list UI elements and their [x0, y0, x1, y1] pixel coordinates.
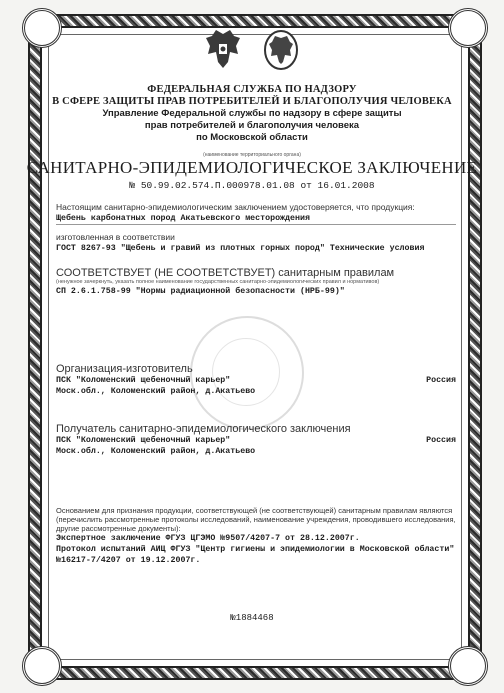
- recipient-field: [56, 424, 456, 457]
- conformity-hint: (ненужное зачеркнуть, указать полное наименование государственных санитарно-эпидемиологических правил и нормативов): [56, 279, 380, 285]
- document-title: САНИТАРНО-ЭПИДЕМИОЛОГИЧЕСКОЕ ЗАКЛЮЧЕНИЕ: [26, 158, 478, 177]
- conformity-field: [56, 268, 456, 297]
- basis-line: Протокол испытаний АИЦ ФГУЗ "Центр гигиены и эпидемиологии в Московской области" №16217-7/4207 от 19.12.2007г.: [56, 545, 455, 565]
- manufacturer-label: Организация-изготовитель: [56, 363, 193, 375]
- standard-label: изготовленная в соответствии: [56, 232, 175, 242]
- double-headed-eagle-icon: [204, 28, 242, 72]
- manufacturer-name: ПСК "Коломенский щебеночный карьер": [56, 376, 231, 385]
- product-value: Щебень карбонатных пород Акатьевского месторождения: [56, 213, 456, 225]
- corner-ornament: [448, 646, 488, 686]
- recipient-name: ПСК "Коломенский щебеночный карьер": [56, 436, 231, 445]
- corner-ornament: [22, 646, 62, 686]
- basis-field: [56, 506, 456, 566]
- basis-line: Экспертное заключение ФГУЗ ЦГЭМО №9507/4207-7 от 28.12.2007г.: [56, 534, 360, 543]
- recipient-label: Получатель санитарно-эпидемиологического заключения: [56, 423, 351, 435]
- recipient-country: Россия: [426, 436, 456, 445]
- manufacturer-country: Россия: [426, 376, 456, 385]
- product-label: Настоящим санитарно-эпидемиологическим заключением удостоверяется, что продукция:: [56, 202, 415, 212]
- recipient-address: Моск.обл., Коломенский район, д.Акатьево: [56, 447, 256, 456]
- service-emblem-icon: [262, 28, 300, 72]
- manufacturer-field: [56, 364, 456, 397]
- issuer-line: В СФЕРЕ ЗАЩИТЫ ПРАВ ПОТРЕБИТЕЛЕЙ И БЛАГОПОЛУЧИЯ ЧЕЛОВЕКА: [52, 96, 452, 107]
- emblems: [0, 28, 504, 80]
- basis-label: Основанием для признания продукции, соответствующей (не соответствующей) санитарным правилам являются (перечислить рассмотренные протоколы исследований, наименование учреждения, проводившего исследования, другие рассмотренные документы):: [56, 506, 456, 533]
- issuer-line: прав потребителей и благополучия человека: [144, 120, 360, 131]
- conformity-value: СП 2.6.1.758-99 "Нормы радиационной безопасности (НРБ-99)": [56, 287, 345, 296]
- issuer-header: [20, 84, 484, 144]
- conformity-label: СООТВЕТСТВУЕТ (НЕ СООТВЕТСТВУЕТ) санитарным правилам: [56, 267, 395, 279]
- document-number: № 50.99.02.574.П.000978.01.08 от 16.01.2008: [129, 180, 375, 191]
- issuer-line: по Московской области: [196, 132, 308, 143]
- manufacturer-address: Моск.обл., Коломенский район, д.Акатьево: [56, 387, 256, 396]
- issuer-line: Управление Федеральной службы по надзору в сфере защиты: [102, 108, 402, 119]
- standard-value: ГОСТ 8267-93 "Щебень и гравий из плотных горных пород" Технические условия: [56, 244, 425, 253]
- territorial-body-note: (наименование территориального органа): [203, 152, 301, 158]
- form-serial-number: №1884468: [230, 613, 274, 623]
- product-field: [56, 202, 456, 225]
- standard-field: [56, 232, 456, 254]
- issuer-line: ФЕДЕРАЛЬНАЯ СЛУЖБА ПО НАДЗОРУ: [147, 84, 357, 95]
